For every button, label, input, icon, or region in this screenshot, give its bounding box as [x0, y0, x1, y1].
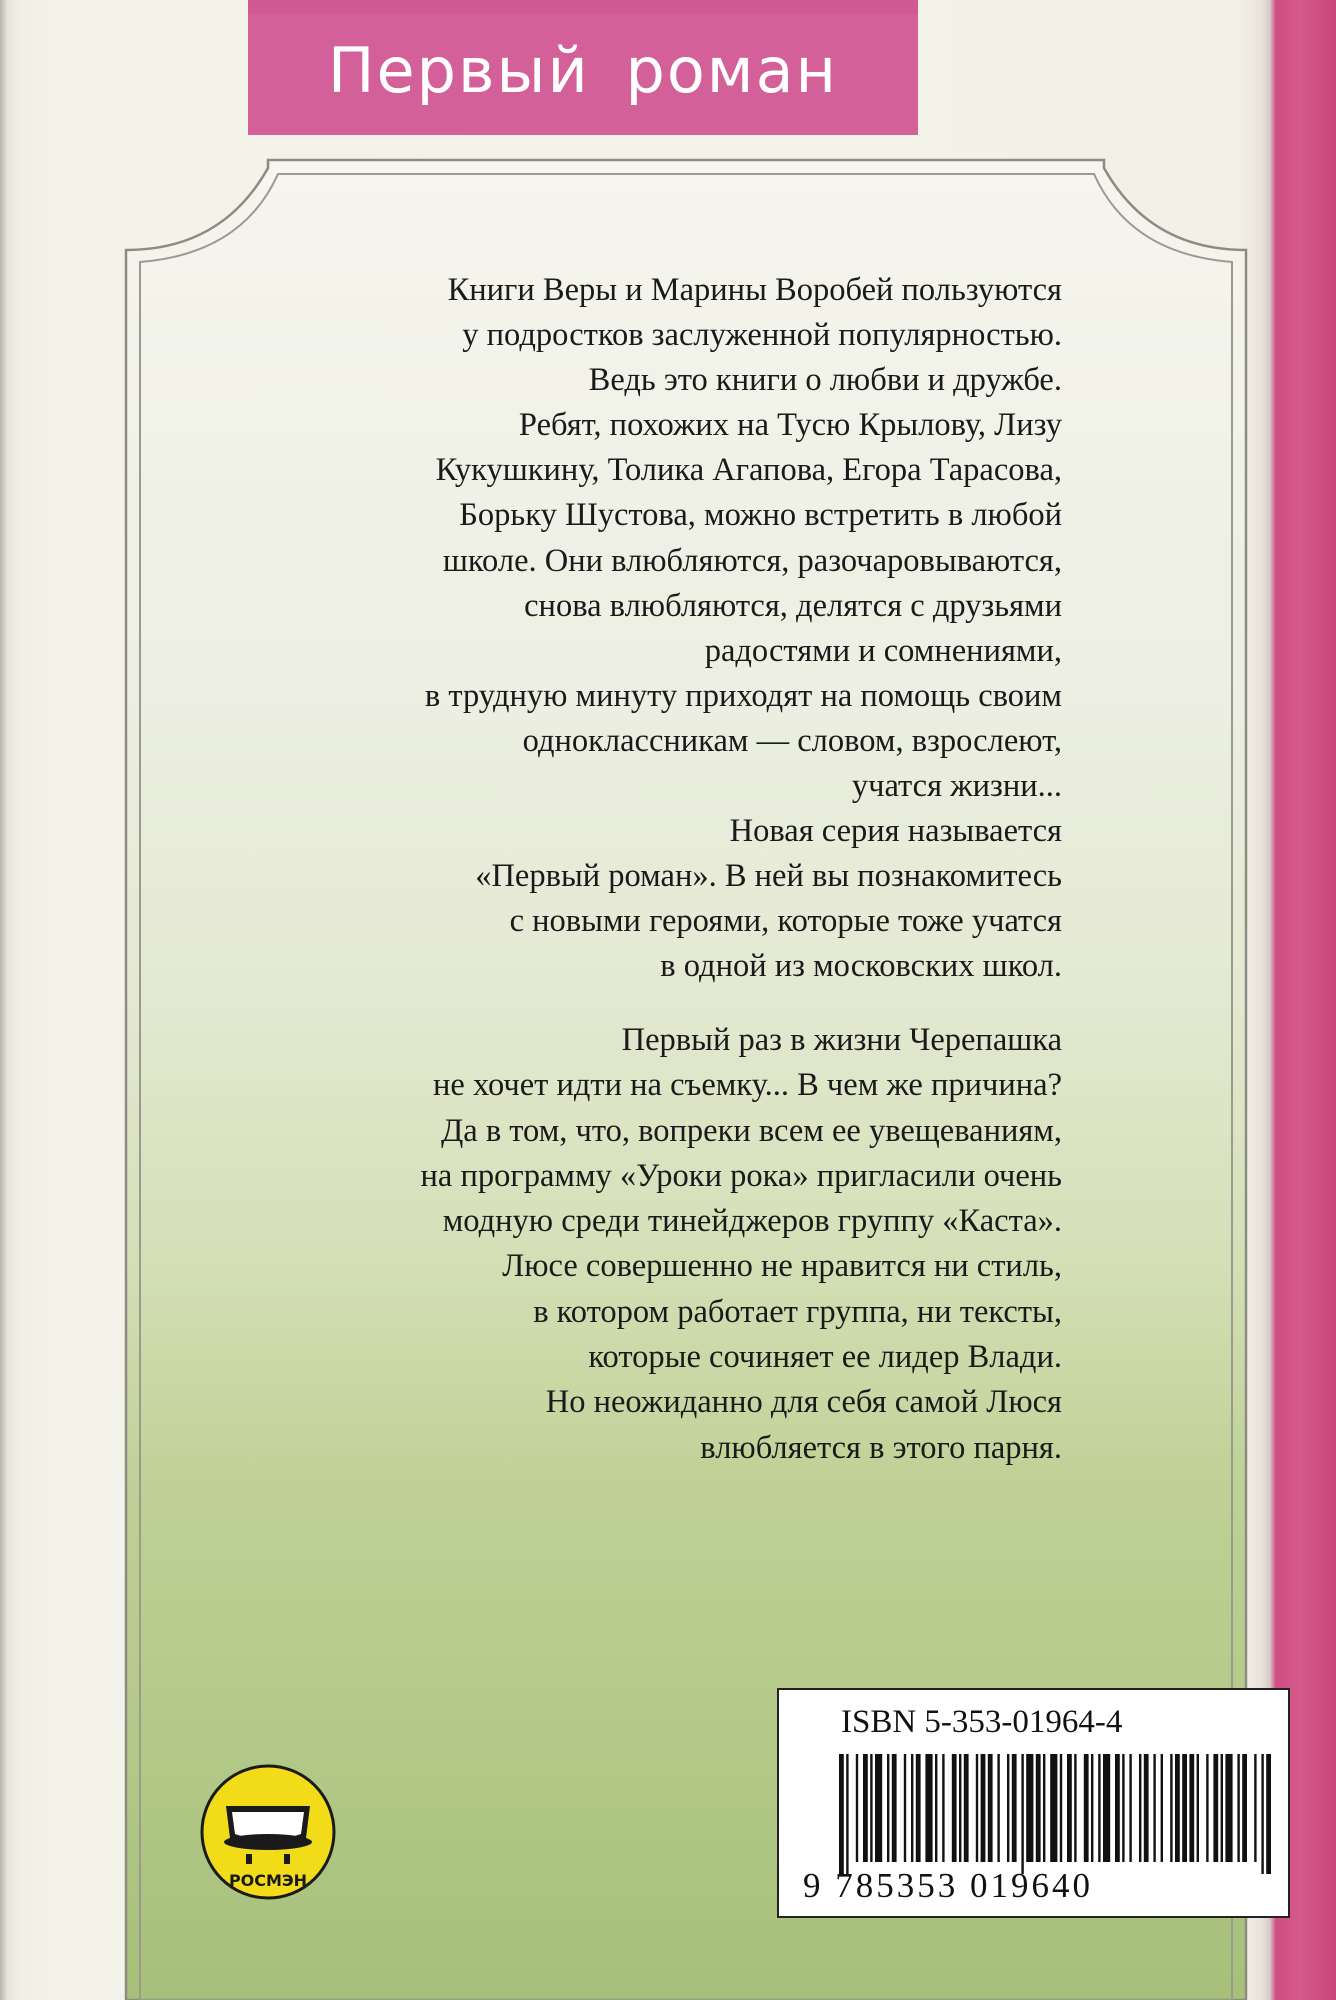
- barcode-bar: [1050, 1754, 1057, 1862]
- series-banner: [248, 14, 918, 135]
- barcode-bar: [1098, 1754, 1100, 1862]
- text-line: школе. Они влюбляются, разочаровываются,: [442, 542, 1062, 579]
- barcode-digits: 9 785353 019640: [803, 1866, 1093, 1905]
- barcode-bar: [976, 1754, 978, 1862]
- text-line: Да в том, что, вопреки всем ее увещеваниям,: [441, 1112, 1062, 1149]
- text-line: Кукушкину, Толика Агапова, Егора Тарасова,: [435, 452, 1062, 489]
- barcode-bar: [988, 1754, 993, 1862]
- barcode-bar: [846, 1754, 848, 1874]
- barcode-bar: [935, 1754, 937, 1862]
- text-line: на программу «Уроки рока» пригласили очень: [420, 1157, 1062, 1194]
- barcode-bar: [1206, 1754, 1208, 1862]
- barcode-bar: [1084, 1754, 1089, 1862]
- barcode-bar: [856, 1754, 858, 1862]
- barcode-bar: [1213, 1754, 1218, 1862]
- barcode-bar: [1197, 1754, 1199, 1862]
- barcode-bar: [1139, 1754, 1141, 1862]
- barcode-bar: [1021, 1754, 1023, 1874]
- publisher-logo: [198, 1762, 338, 1902]
- barcode: [839, 1754, 1273, 1874]
- barcode-bar: [952, 1754, 957, 1862]
- text-line: Но неожиданно для себя самой Люся: [545, 1384, 1062, 1421]
- barcode-bar: [1122, 1754, 1124, 1862]
- isbn-label: ISBN 5-353-01964-4: [841, 1704, 1123, 1740]
- text-line: которые сочиняет ее лидер Влади.: [588, 1339, 1062, 1376]
- barcode-bar: [916, 1754, 921, 1862]
- barcode-bar: [1060, 1754, 1062, 1862]
- barcode-bar: [1012, 1754, 1017, 1862]
- barcode-bar: [981, 1754, 986, 1862]
- barcode-bar: [892, 1754, 897, 1862]
- text-line: одноклассникам — словом, взрослеют,: [522, 722, 1062, 759]
- barcode-bar: [942, 1754, 944, 1862]
- text-line: снова влюбляются, делятся с друзьями: [524, 587, 1062, 624]
- text-line: учатся жизни...: [851, 768, 1062, 805]
- barcode-bar: [911, 1754, 913, 1862]
- barcode-bar: [875, 1754, 882, 1862]
- barcode-bar: [1161, 1754, 1163, 1862]
- text-line: в одной из московских школ.: [660, 948, 1062, 985]
- barcode-bar: [1266, 1754, 1271, 1874]
- barcode-bar: [1074, 1754, 1076, 1862]
- barcode-bar: [1237, 1754, 1239, 1862]
- barcode-bar: [1261, 1754, 1263, 1874]
- barcode-bar: [1043, 1754, 1045, 1862]
- barcode-bar: [870, 1754, 872, 1862]
- publisher-logo-text: РОСМЭН: [228, 1871, 308, 1890]
- text-line: радостями и сомнениями,: [704, 632, 1062, 669]
- barcode-bar: [1189, 1754, 1194, 1862]
- text-line: Первый раз в жизни Черепашка: [621, 1022, 1062, 1058]
- barcode-bar: [1242, 1754, 1247, 1862]
- barcode-bar: [1221, 1754, 1223, 1862]
- barcode-bar: [925, 1754, 932, 1862]
- barcode-bar: [1115, 1754, 1120, 1862]
- description-paragraph-1: [150, 268, 1062, 990]
- barcode-bar: [1225, 1754, 1232, 1862]
- barcode-bar: [1091, 1754, 1093, 1862]
- text-line: Борьку Шустова, можно встретить в любой: [459, 497, 1062, 534]
- barcode-bar: [863, 1754, 868, 1862]
- barcode-bar: [1175, 1754, 1180, 1862]
- text-line: не хочет идти на съемку... В чем же причина?: [433, 1067, 1062, 1104]
- barcode-bar: [1026, 1754, 1033, 1862]
- barcode-bar: [1067, 1754, 1072, 1862]
- text-line: в котором работает группа, ни тексты,: [533, 1293, 1062, 1330]
- text-line: модную среди тинейджеров группу «Каста».: [442, 1203, 1062, 1240]
- text-line: в трудную минуту приходят на помощь своим: [424, 677, 1062, 714]
- text-line: «Первый роман». В ней вы познакомитесь: [475, 858, 1062, 895]
- barcode-bar: [997, 1754, 999, 1862]
- text-line: у подростков заслуженной популярностью.: [462, 317, 1062, 354]
- barcode-bar: [1007, 1754, 1009, 1862]
- barcode-bar: [1129, 1754, 1131, 1862]
- barcode-bar: [1170, 1754, 1172, 1862]
- barcode-bar: [1153, 1754, 1155, 1862]
- barcode-bar: [959, 1754, 961, 1862]
- text-line: Новая серия называется: [729, 813, 1062, 850]
- barcode-bar: [1103, 1754, 1110, 1862]
- text-line: Люсе совершенно не нравится ни стиль,: [502, 1248, 1062, 1285]
- description-paragraph-2: [150, 1018, 1062, 1471]
- barcode-bar: [1254, 1754, 1256, 1862]
- series-title: Первый роман: [327, 34, 839, 107]
- text-line: Книги Веры и Марины Воробей пользуются: [447, 272, 1062, 308]
- barcode-bar: [1144, 1754, 1149, 1862]
- barcode-bar: [964, 1754, 969, 1862]
- barcode-bar: [1036, 1754, 1041, 1862]
- barcode-bar: [1182, 1754, 1187, 1862]
- barcode-bar: [839, 1754, 844, 1874]
- barcode-bar: [904, 1754, 906, 1862]
- banner-top-strip: [248, 0, 918, 14]
- text-line: Ребят, похожих на Тусю Крылову, Лизу: [518, 407, 1062, 444]
- barcode-bar: [887, 1754, 889, 1862]
- isbn-barcode-box: [777, 1688, 1290, 1918]
- text-line: с новыми героями, которые тоже учатся: [509, 903, 1062, 940]
- text-line: влюбляется в этого парня.: [700, 1429, 1062, 1466]
- text-line: Ведь это книги о любви и дружбе.: [588, 362, 1062, 399]
